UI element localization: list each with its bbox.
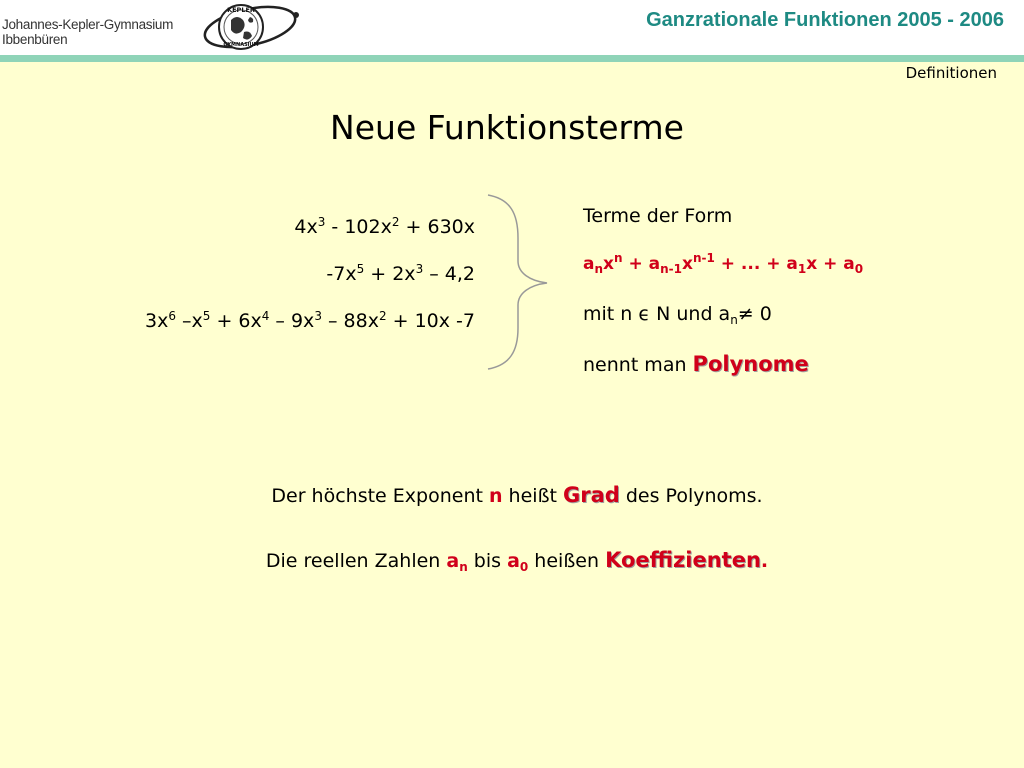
example-terms [144,215,475,359]
school-name-line1: Johannes-Kepler-Gymnasium [2,17,174,32]
school-logo [198,0,304,55]
term-3: $3x^6$ $-x^5 + 6x^4 - 9x^3 - 88x^2 + 10x$ -7 [144,309,475,332]
highlight-a0: $a_0$ [507,550,529,574]
definition-conclusion: nennt man Polynome [583,352,809,376]
curly-brace [485,193,555,371]
definition-condition: mit n ϵ N und $a_n\ne 0$ [583,303,772,327]
polynomial-definition [583,205,863,401]
header [0,0,1024,55]
term-2: $-7x^5 + 2x^3 - 4,2$ [326,262,475,285]
term-polynome: Polynome [692,352,809,376]
school-name [2,17,173,47]
general-polynomial-formula: $a_nx^n + a_{n-1}x^{n-1}$ + ... + $a_1x + a_0$ [583,251,864,276]
slide-title: Neue Funktionsterme [330,108,684,147]
definition-intro: Terme der Form [583,205,733,227]
highlight-n: n [488,485,503,507]
svg-text:KEPLER: KEPLER [227,6,255,14]
term-1: $4x^3 - 102x^2 + 630x$ [294,215,475,238]
statement-coefficients: Die reellen Zahlen $a_n$ bis $a_0$ heißen Koeffizienten. [265,548,769,574]
term-grad: Grad [563,483,620,507]
statement-degree: Der höchste Exponent n heißt Grad des Polynoms. [271,483,763,507]
course-title: Ganzrationale Funktionen 2005 - 2006 [646,9,1004,31]
svg-text:GYMNASIUM: GYMNASIUM [223,42,259,48]
school-name-line2: Ibbenbüren [2,32,68,47]
term-koeffizienten: Koeffizienten [605,548,761,572]
section-label: Definitionen [905,64,997,82]
header-accent-bar [0,55,1024,62]
highlight-an: $a_n$ [446,550,468,574]
